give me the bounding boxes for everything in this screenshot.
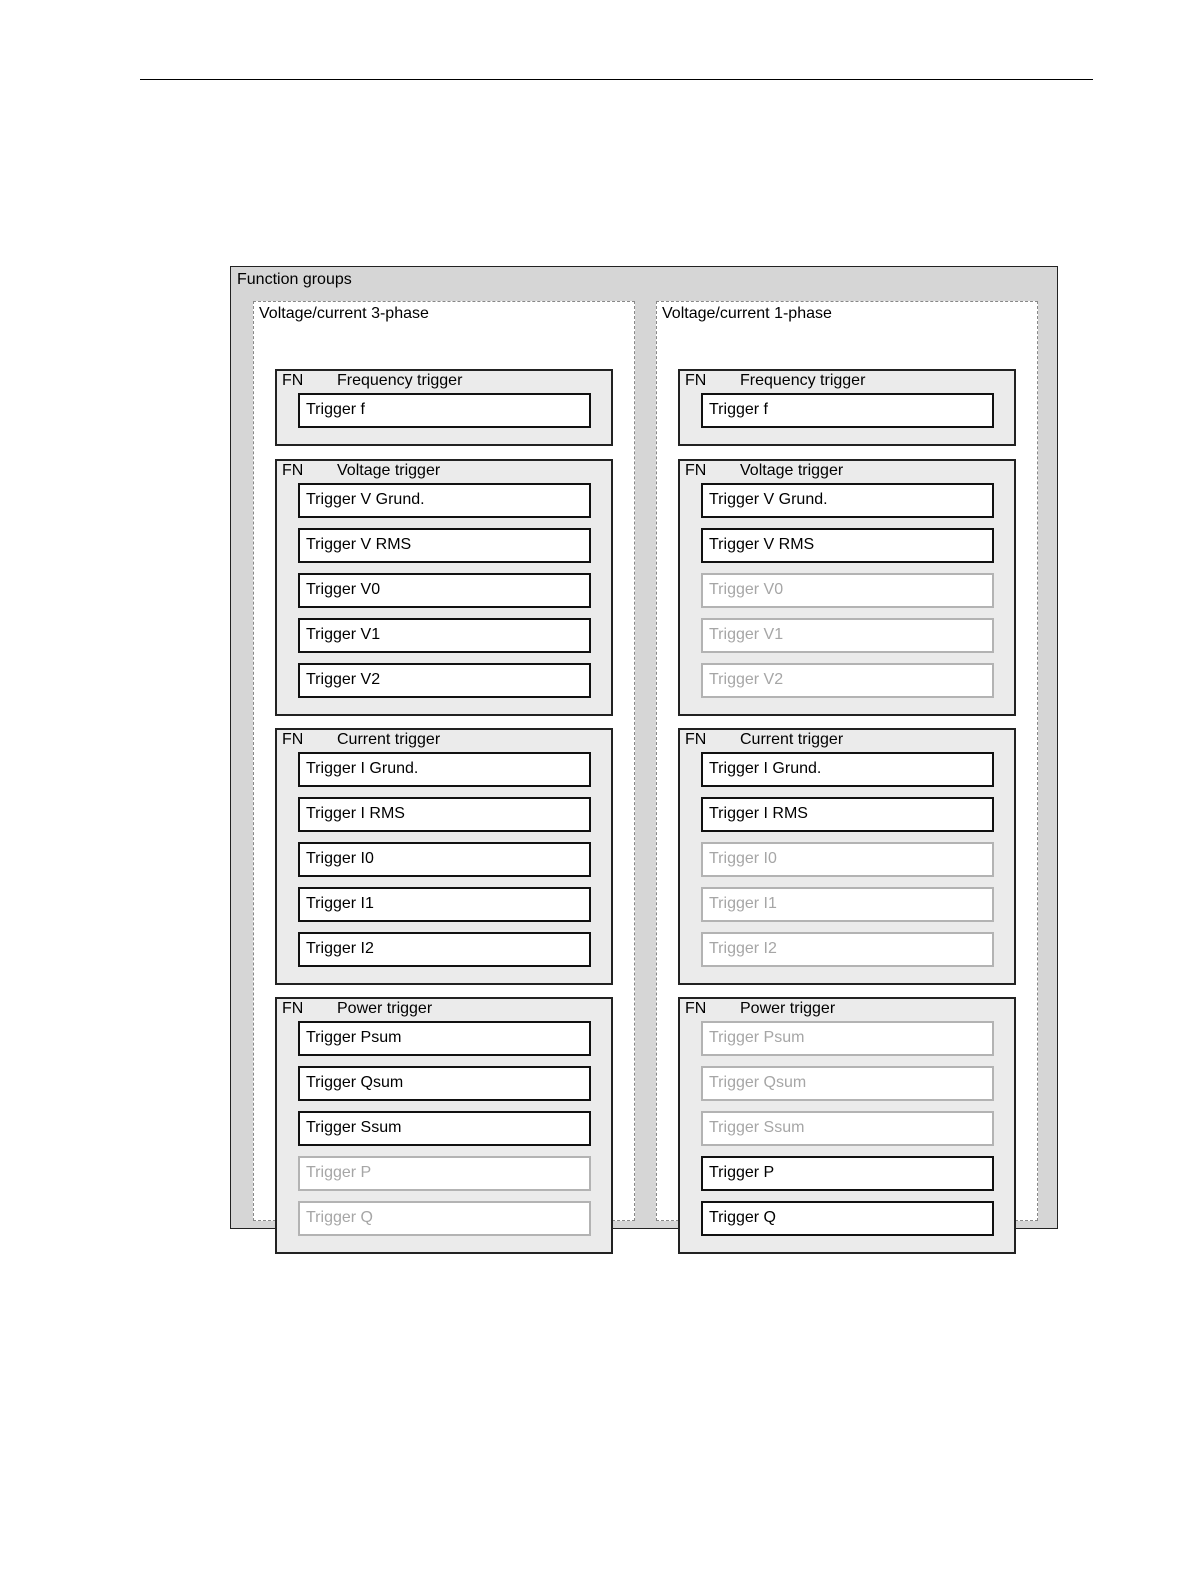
function-groups-panel [230,266,1058,1229]
fn-tag: FN [685,372,707,389]
fn-tag: FN [282,372,304,389]
function-block-frequency-trigger [275,369,613,446]
trigger-item: Trigger V Grund. [298,483,591,518]
function-groups-title: Function groups [237,271,352,288]
trigger-item: Trigger V2 [298,663,591,698]
trigger-item: Trigger Ssum [701,1111,994,1146]
trigger-item: Trigger Ssum [298,1111,591,1146]
trigger-item: Trigger V0 [298,573,591,608]
trigger-item: Trigger V RMS [701,528,994,563]
function-block-voltage-trigger [275,459,613,716]
trigger-item: Trigger I2 [701,932,994,967]
trigger-item: Trigger Q [298,1201,591,1236]
trigger-item: Trigger I1 [701,887,994,922]
function-block-title: Frequency trigger [337,372,463,389]
trigger-item: Trigger I0 [298,842,591,877]
trigger-item: Trigger Qsum [298,1066,591,1101]
function-block-current-trigger [678,728,1016,985]
column-single-phase [656,301,1038,1226]
trigger-item: Trigger V Grund. [701,483,994,518]
fn-tag: FN [282,462,304,479]
trigger-item: Trigger f [298,393,591,428]
trigger-item: Trigger I Grund. [701,752,994,787]
function-block-title: Current trigger [337,731,441,748]
fn-tag: FN [685,731,707,748]
trigger-item: Trigger I0 [701,842,994,877]
function-block-title: Frequency trigger [740,372,866,389]
column-title: Voltage/current 3-phase [259,305,429,322]
fn-tag: FN [282,1000,304,1017]
function-block-title: Power trigger [740,1000,836,1017]
function-block-power-trigger [275,997,613,1254]
trigger-item: Trigger I1 [298,887,591,922]
trigger-item: Trigger Psum [298,1021,591,1056]
trigger-item: Trigger V1 [701,618,994,653]
fn-tag: FN [282,731,304,748]
trigger-item: Trigger f [701,393,994,428]
trigger-item: Trigger V1 [298,618,591,653]
function-block-voltage-trigger [678,459,1016,716]
trigger-item: Trigger V0 [701,573,994,608]
fn-tag: FN [685,462,707,479]
trigger-item: Trigger P [701,1156,994,1191]
trigger-item: Trigger Q [701,1201,994,1236]
trigger-item: Trigger Psum [701,1021,994,1056]
function-block-current-trigger [275,728,613,985]
trigger-item: Trigger I RMS [298,797,591,832]
fn-tag: FN [685,1000,707,1017]
function-block-frequency-trigger [678,369,1016,446]
function-block-title: Voltage trigger [740,462,844,479]
trigger-item: Trigger V2 [701,663,994,698]
trigger-item: Trigger P [298,1156,591,1191]
trigger-item: Trigger I Grund. [298,752,591,787]
trigger-item: Trigger I2 [298,932,591,967]
column-title: Voltage/current 1-phase [662,305,832,322]
header-rule [140,79,1093,80]
column-three-phase [253,301,635,1226]
trigger-item: Trigger Qsum [701,1066,994,1101]
trigger-item: Trigger V RMS [298,528,591,563]
function-block-power-trigger [678,997,1016,1254]
trigger-item: Trigger I RMS [701,797,994,832]
function-block-title: Voltage trigger [337,462,441,479]
function-block-title: Power trigger [337,1000,433,1017]
function-block-title: Current trigger [740,731,844,748]
